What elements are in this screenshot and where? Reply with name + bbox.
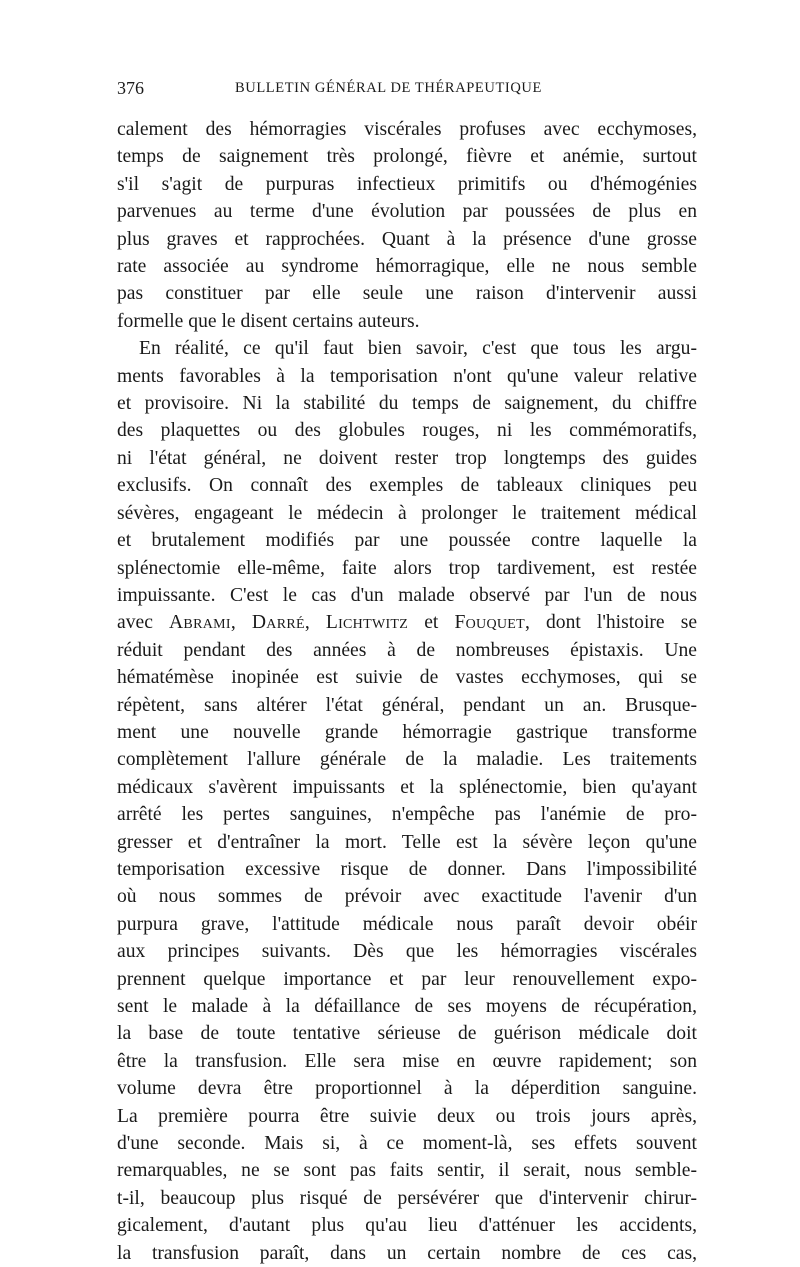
- text-line: rate associée au syndrome hémorragique, elle ne nous semble: [117, 256, 697, 278]
- text-line: arrêté les pertes sanguines, n'empêche pas l'anémie de pro-: [117, 804, 697, 826]
- text-line: gicalement, d'autant plus qu'au lieu d'atténuer les accidents,: [117, 1215, 697, 1237]
- text-line: La première pourra être suivie deux ou trois jours après,: [117, 1105, 697, 1127]
- text-line: la base de toute tentative sérieuse de guérison médicale doit: [117, 1023, 697, 1045]
- text-line: sent le malade à la défaillance de ses moyens de récupération,: [117, 996, 697, 1017]
- text-line: s'il s'agit de purpuras infectieux primitifs ou d'hémogénies: [117, 173, 697, 195]
- text-line: aux principes suivants. Dès que les hémorragies viscérales: [117, 941, 697, 963]
- text-line: médicaux s'avèrent impuissants et la splénectomie, bien qu'ayant: [117, 776, 697, 798]
- text-line: pas constituer par elle seule une raison d'intervenir aussi: [117, 283, 697, 305]
- text-line-authors: avec Abrami, Darré, Lichtwitz et Fouquet, dont l'histoire se: [117, 612, 698, 634]
- text-fragment: dont l'histoire se: [545, 612, 698, 634]
- author-name: Abrami: [168, 612, 231, 634]
- text-line: la transfusion paraît, dans un certain nombre de ces cas,: [117, 1242, 697, 1264]
- author-name: Darré: [251, 612, 305, 634]
- text-line: être la transfusion. Elle sera mise en œuvre rapidement; son: [117, 1050, 697, 1072]
- text-line: et provisoire. Ni la stabilité du temps de saignement, du chiffre: [117, 393, 697, 415]
- text-line: purpura grave, l'attitude médicale nous paraît devoir obéir: [117, 913, 697, 935]
- text-line: splénectomie elle-même, faite alors trop tardivement, est restée: [117, 557, 697, 579]
- text-line: d'une seconde. Mais si, à ce moment-là, ses effets souvent: [117, 1133, 697, 1155]
- text-line: temps de saignement très prolongé, fièvre et anémie, surtout: [117, 146, 697, 168]
- running-title: BULLETIN GÉNÉRAL DE THÉRAPEUTIQUE: [235, 80, 542, 96]
- text-line: formelle que le disent certains auteurs.: [117, 310, 420, 332]
- text-line: parvenues au terme d'une évolution par poussées de plus en: [117, 201, 697, 223]
- text-line: ni l'état général, ne doivent rester trop longtemps des guides: [117, 447, 697, 469]
- text-line: répètent, sans altérer l'état général, pendant un an. Brusque-: [117, 694, 697, 716]
- page-header: [117, 78, 697, 102]
- author-name: Lichtwitz: [325, 612, 409, 634]
- page-number: 376: [117, 78, 144, 98]
- text-line: des plaquettes ou des globules rouges, ni les commémoratifs,: [117, 420, 697, 442]
- text-line: et brutalement modifiés par une poussée contre laquelle la: [117, 530, 697, 552]
- text-line: réduit pendant des années à de nombreuses épistaxis. Une: [117, 639, 697, 661]
- text-line: ment une nouvelle grande hémorragie gastrique transforme: [117, 721, 697, 743]
- author-name: Fouquet: [454, 612, 525, 634]
- text-line: volume devra être proportionnel à la déperdition sanguine.: [117, 1078, 697, 1100]
- text-line: plus graves et rapprochées. Quant à la présence d'une grosse: [117, 228, 697, 250]
- text-line: impuissante. C'est le cas d'un malade observé par l'un de nous: [117, 584, 697, 606]
- text-line: En réalité, ce qu'il faut bien savoir, c'est que tous les argu-: [139, 338, 697, 360]
- text-line: où nous sommes de prévoir avec exactitude l'avenir d'un: [117, 886, 697, 908]
- text-line: complètement l'allure générale de la maladie. Les traitements: [117, 749, 697, 771]
- text-line: prennent quelque importance et par leur renouvellement expo-: [117, 968, 697, 990]
- text-line: exclusifs. On connaît des exemples de tableaux cliniques peu: [117, 475, 697, 497]
- text-line: hématémèse inopinée est suivie de vastes ecchymoses, qui se: [117, 667, 697, 689]
- body-text: [117, 116, 697, 1267]
- text-line: sévères, engageant le médecin à prolonger le traitement médical: [117, 502, 697, 524]
- text-line: gresser et d'entraîner la mort. Telle est la sévère leçon qu'une: [117, 831, 697, 853]
- text-fragment: avec: [117, 612, 153, 634]
- text-line: temporisation excessive risque de donner. Dans l'impossibilité: [117, 858, 697, 880]
- text-line: remarquables, ne se sont pas faits sentir, il serait, nous semble-: [117, 1160, 697, 1182]
- text-line: ments favorables à la temporisation n'ont qu'une valeur relative: [117, 365, 697, 387]
- document-page: [117, 78, 697, 1267]
- text-line: t-il, beaucoup plus risqué de persévérer que d'intervenir chirur-: [117, 1187, 697, 1209]
- text-line: calement des hémorragies viscérales profuses avec ecchymoses,: [117, 119, 697, 140]
